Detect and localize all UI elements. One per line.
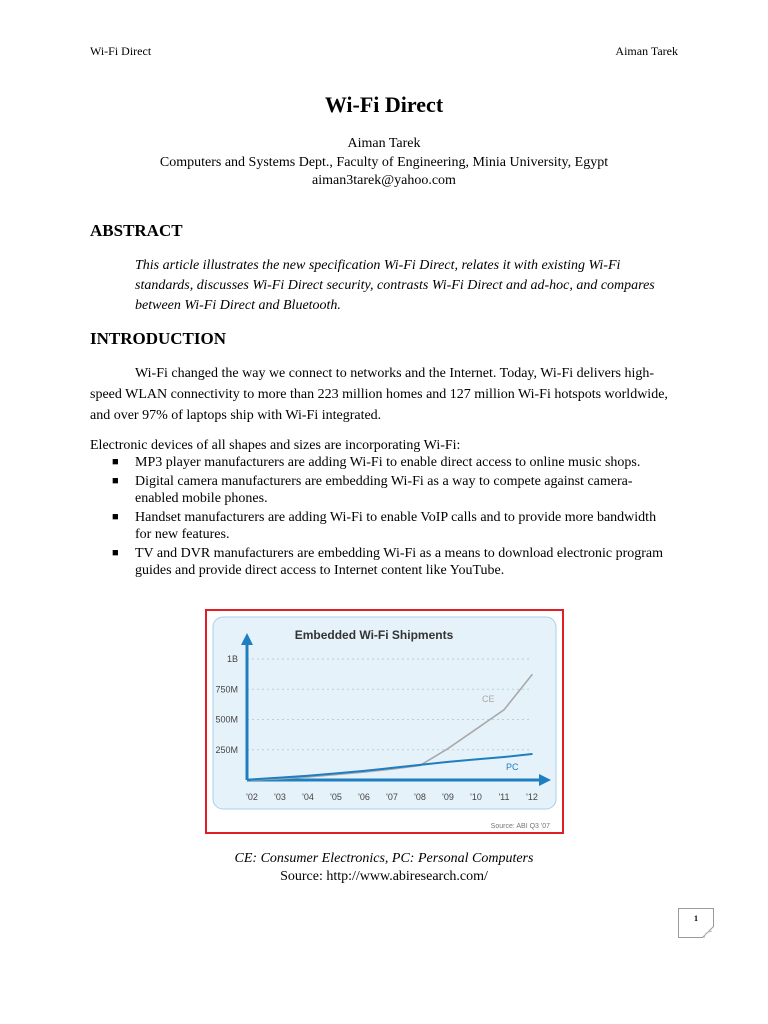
x-tick-label: '09 xyxy=(442,792,454,802)
bullet-icon: ■ xyxy=(112,456,119,468)
author-name: Aiman Tarek xyxy=(347,136,421,151)
running-header-title: Wi-Fi Direct xyxy=(90,44,152,58)
intro-paragraph: Wi-Fi changed the way we connect to networks and the Internet. Today, Wi-Fi delivers high-speed WLAN connectivity to more than 223 million homes and 127 million Wi-Fi hotspots worldwide, and over 97% of laptops ship with Wi-Fi integrated. xyxy=(90,366,668,423)
running-header-author: Aiman Tarek xyxy=(615,44,678,58)
data-point-pc xyxy=(503,756,505,758)
series-label-pc: PC xyxy=(506,761,519,772)
list-item: ■ TV and DVR manufacturers are embedding Wi-Fi as a means to download electronic program guides and provide direct access to Internet content like YouTube. xyxy=(112,545,664,578)
x-tick-label: '07 xyxy=(386,792,398,802)
x-tick-label: '02 xyxy=(246,792,258,802)
x-tick-label: '03 xyxy=(274,792,286,802)
x-tick-label: '12 xyxy=(526,792,538,802)
data-point-pc xyxy=(335,773,337,775)
page-number: 1 xyxy=(694,914,698,923)
data-point-pc xyxy=(279,777,281,779)
chart-figure xyxy=(205,609,564,834)
data-point-pc xyxy=(531,753,533,755)
bullet-icon: ■ xyxy=(112,546,119,559)
figure-source: Source: http://www.abiresearch.com/ xyxy=(280,869,488,884)
x-tick-label: '04 xyxy=(302,792,314,802)
bullet-icon: ■ xyxy=(112,510,119,523)
data-point-ce xyxy=(531,674,533,676)
x-tick-label: '05 xyxy=(330,792,342,802)
y-tick-label: 250M xyxy=(215,744,238,755)
data-point-pc xyxy=(251,779,253,781)
author-affiliation: Computers and Systems Dept., Faculty of Engineering, Minia University, Egypt xyxy=(159,155,609,170)
list-item: ■ Digital camera manufacturers are embedding Wi-Fi as a way to compete against camera-enabled mobile phones. xyxy=(112,473,633,506)
page-curl-icon xyxy=(702,926,714,938)
bullet-icon: ■ xyxy=(112,474,119,487)
data-point-pc xyxy=(419,764,421,766)
page-number-tab xyxy=(678,908,714,938)
x-tick-label: '11 xyxy=(498,792,510,802)
series-label-ce: CE xyxy=(482,693,495,704)
x-tick-label: '08 xyxy=(414,792,426,802)
y-tick-label: 500M xyxy=(215,714,238,725)
intro-list-lead: Electronic devices of all shapes and sizes are incorporating Wi-Fi: xyxy=(90,438,461,453)
data-point-pc xyxy=(475,759,477,761)
x-tick-label: '06 xyxy=(358,792,370,802)
data-point-pc xyxy=(391,767,393,769)
data-point-ce xyxy=(503,709,505,711)
data-point-ce xyxy=(475,728,477,730)
y-tick-label: 750M xyxy=(215,684,238,695)
data-point-pc xyxy=(307,775,309,777)
figure-caption: CE: Consumer Electronics, PC: Personal Computers xyxy=(234,851,534,866)
x-tick-label: '10 xyxy=(470,792,482,802)
list-item: ■ Handset manufacturers are adding Wi-Fi to enable VoIP calls and to provide more bandwidth for new features. xyxy=(112,509,657,542)
wifi-shipments-chart xyxy=(207,611,562,832)
list-item: ■ MP3 player manufacturers are adding Wi-Fi to enable direct access to online music shops. xyxy=(112,455,641,470)
abstract-heading: ABSTRACT xyxy=(90,221,183,240)
page-title: Wi-Fi Direct xyxy=(324,92,444,117)
chart-source-note: Source: ABI Q3 '07 xyxy=(490,823,550,830)
device-list xyxy=(112,454,672,581)
data-point-pc xyxy=(363,770,365,772)
author-email: aiman3tarek@yahoo.com xyxy=(312,173,456,188)
y-tick-label: 1B xyxy=(226,654,238,664)
data-point-pc xyxy=(447,761,449,763)
abstract-text: This article illustrates the new specification Wi-Fi Direct, relates it with existing Wi-Fi standards, discusses Wi-Fi Direct security, contrasts Wi-Fi Direct and ad-hoc, and compares between Wi-Fi Direct and Bluetooth. xyxy=(135,258,655,313)
data-point-ce xyxy=(447,748,449,750)
chart-title: Embedded Wi-Fi Shipments xyxy=(294,628,454,642)
introduction-heading: INTRODUCTION xyxy=(90,329,227,348)
